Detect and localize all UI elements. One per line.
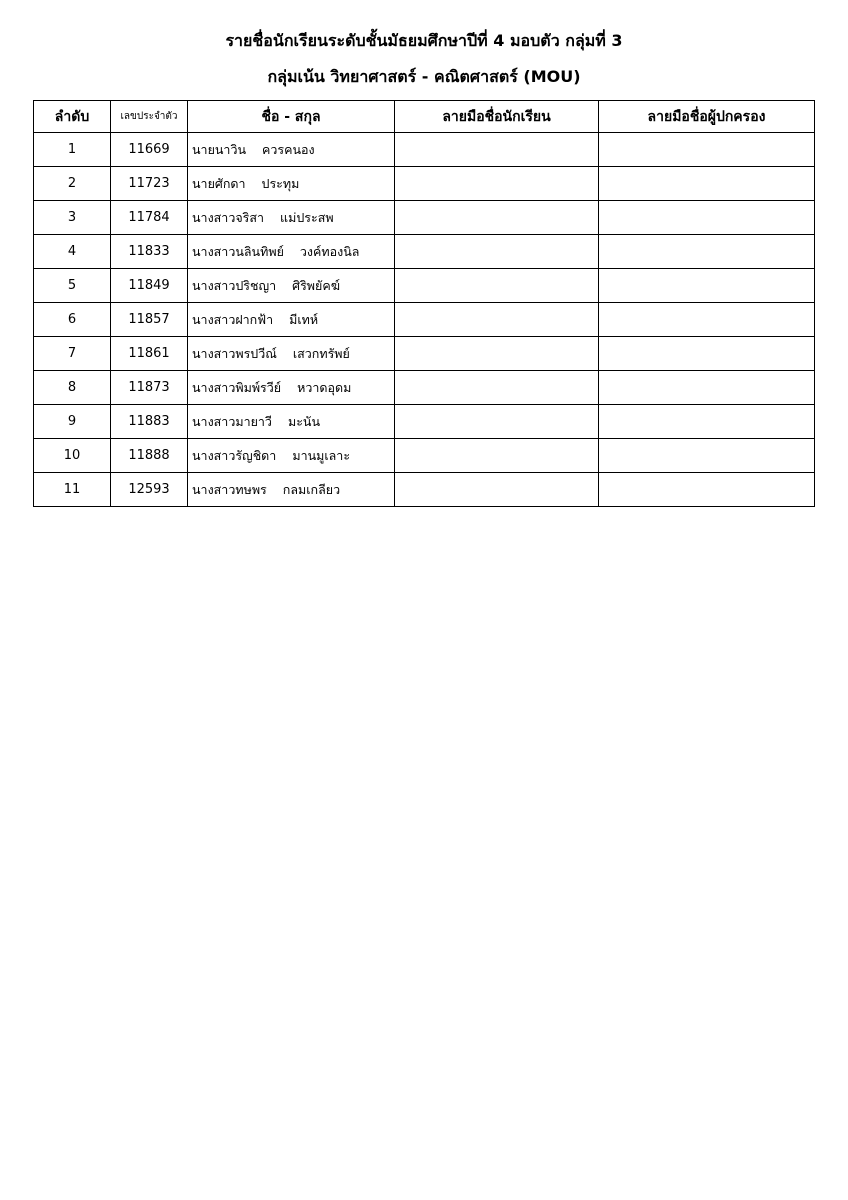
row-student-name <box>188 405 395 439</box>
row-student-id: 11669 <box>111 133 188 167</box>
table-row <box>34 371 815 405</box>
row-student-signature-cell[interactable] <box>395 235 599 269</box>
row-number: 5 <box>34 269 111 303</box>
row-last-name: มะนัน <box>287 413 321 429</box>
student-list-table <box>33 100 815 507</box>
row-first-name: นางสาวพรปวีณ์ <box>192 345 277 361</box>
row-first-name: นางสาวมายาวี <box>192 413 272 429</box>
row-parent-signature-cell[interactable] <box>599 235 815 269</box>
row-student-name <box>188 371 395 405</box>
row-student-name <box>188 201 395 235</box>
row-last-name: หวาดอุดม <box>297 379 352 395</box>
row-first-name: นางสาวทษพร <box>192 481 267 497</box>
row-student-id: 11883 <box>111 405 188 439</box>
table-row <box>34 133 815 167</box>
row-last-name: เสวกทรัพย์ <box>292 345 350 361</box>
row-first-name: นางสาวรัญชิดา <box>192 447 277 463</box>
row-student-signature-cell[interactable] <box>395 133 599 167</box>
row-number: 10 <box>34 439 111 473</box>
row-student-signature-cell[interactable] <box>395 303 599 337</box>
table-header-row <box>34 101 815 133</box>
row-first-name: นางสาวปริชญา <box>192 277 277 293</box>
row-number: 9 <box>34 405 111 439</box>
row-student-id: 11888 <box>111 439 188 473</box>
table-row <box>34 405 815 439</box>
table-row <box>34 303 815 337</box>
row-last-name: กลมเกลียว <box>282 481 341 497</box>
table-row <box>34 337 815 371</box>
row-first-name: นางสาวพิมพ์รวีย์ <box>192 379 282 395</box>
row-number: 8 <box>34 371 111 405</box>
row-last-name: มานมูเลาะ <box>292 447 351 463</box>
row-parent-signature-cell[interactable] <box>599 337 815 371</box>
row-parent-signature-cell[interactable] <box>599 303 815 337</box>
row-student-name <box>188 473 395 507</box>
row-first-name: นางสาวฝากฟ้า <box>192 311 274 327</box>
document-subtitle: กลุ่มเน้น วิทยาศาสตร์ - คณิตศาสตร์ (MOU) <box>267 67 581 86</box>
row-student-id: 11723 <box>111 167 188 201</box>
row-parent-signature-cell[interactable] <box>599 405 815 439</box>
row-first-name: นางสาวนลินทิพย์ <box>192 243 284 259</box>
row-student-id: 11873 <box>111 371 188 405</box>
row-student-name <box>188 337 395 371</box>
row-first-name: นายนาวิน <box>192 141 247 157</box>
row-parent-signature-cell[interactable] <box>599 167 815 201</box>
row-student-signature-cell[interactable] <box>395 269 599 303</box>
row-number: 1 <box>34 133 111 167</box>
row-student-signature-cell[interactable] <box>395 405 599 439</box>
row-first-name: นายศักดา <box>192 175 246 191</box>
row-parent-signature-cell[interactable] <box>599 371 815 405</box>
table-row <box>34 167 815 201</box>
row-last-name: มีเทห์ <box>289 311 319 327</box>
header-no: ลำดับ <box>34 101 111 133</box>
row-student-signature-cell[interactable] <box>395 439 599 473</box>
row-first-name: นางสาวจริสา <box>192 209 265 225</box>
row-student-signature-cell[interactable] <box>395 201 599 235</box>
header-name: ชื่อ - สกุล <box>188 101 395 133</box>
row-last-name: วงค์ทองนิล <box>299 243 360 259</box>
table-row <box>34 201 815 235</box>
row-number: 7 <box>34 337 111 371</box>
table-row <box>34 235 815 269</box>
header-student-signature: ลายมือชื่อนักเรียน <box>395 101 599 133</box>
row-student-name <box>188 167 395 201</box>
row-number: 11 <box>34 473 111 507</box>
row-student-signature-cell[interactable] <box>395 473 599 507</box>
row-student-name <box>188 235 395 269</box>
row-student-id: 11849 <box>111 269 188 303</box>
row-last-name: ศิริพยัคฆ์ <box>292 277 340 293</box>
row-parent-signature-cell[interactable] <box>599 269 815 303</box>
row-number: 2 <box>34 167 111 201</box>
row-student-id: 11784 <box>111 201 188 235</box>
row-student-name <box>188 303 395 337</box>
row-student-id: 11857 <box>111 303 188 337</box>
document-title: รายชื่อนักเรียนระดับชั้นมัธยมศึกษาปีที่ 4 มอบตัว กลุ่มที่ 3 <box>225 31 623 50</box>
header-parent-signature: ลายมือชื่อผู้ปกครอง <box>599 101 815 133</box>
table-row <box>34 473 815 507</box>
row-number: 4 <box>34 235 111 269</box>
row-last-name: แม่ประสพ <box>280 209 334 225</box>
row-student-name <box>188 269 395 303</box>
row-parent-signature-cell[interactable] <box>599 133 815 167</box>
row-student-signature-cell[interactable] <box>395 167 599 201</box>
row-parent-signature-cell[interactable] <box>599 201 815 235</box>
row-parent-signature-cell[interactable] <box>599 473 815 507</box>
row-student-id: 11861 <box>111 337 188 371</box>
row-student-signature-cell[interactable] <box>395 371 599 405</box>
row-student-name <box>188 133 395 167</box>
row-parent-signature-cell[interactable] <box>599 439 815 473</box>
row-last-name: ประทุม <box>261 175 300 191</box>
row-student-id: 12593 <box>111 473 188 507</box>
row-number: 3 <box>34 201 111 235</box>
header-student-id: เลขประจำตัว <box>111 101 188 133</box>
table-row <box>34 269 815 303</box>
row-student-id: 11833 <box>111 235 188 269</box>
table-row <box>34 439 815 473</box>
row-number: 6 <box>34 303 111 337</box>
row-last-name: ควรคนอง <box>262 141 315 157</box>
row-student-name <box>188 439 395 473</box>
row-student-signature-cell[interactable] <box>395 337 599 371</box>
